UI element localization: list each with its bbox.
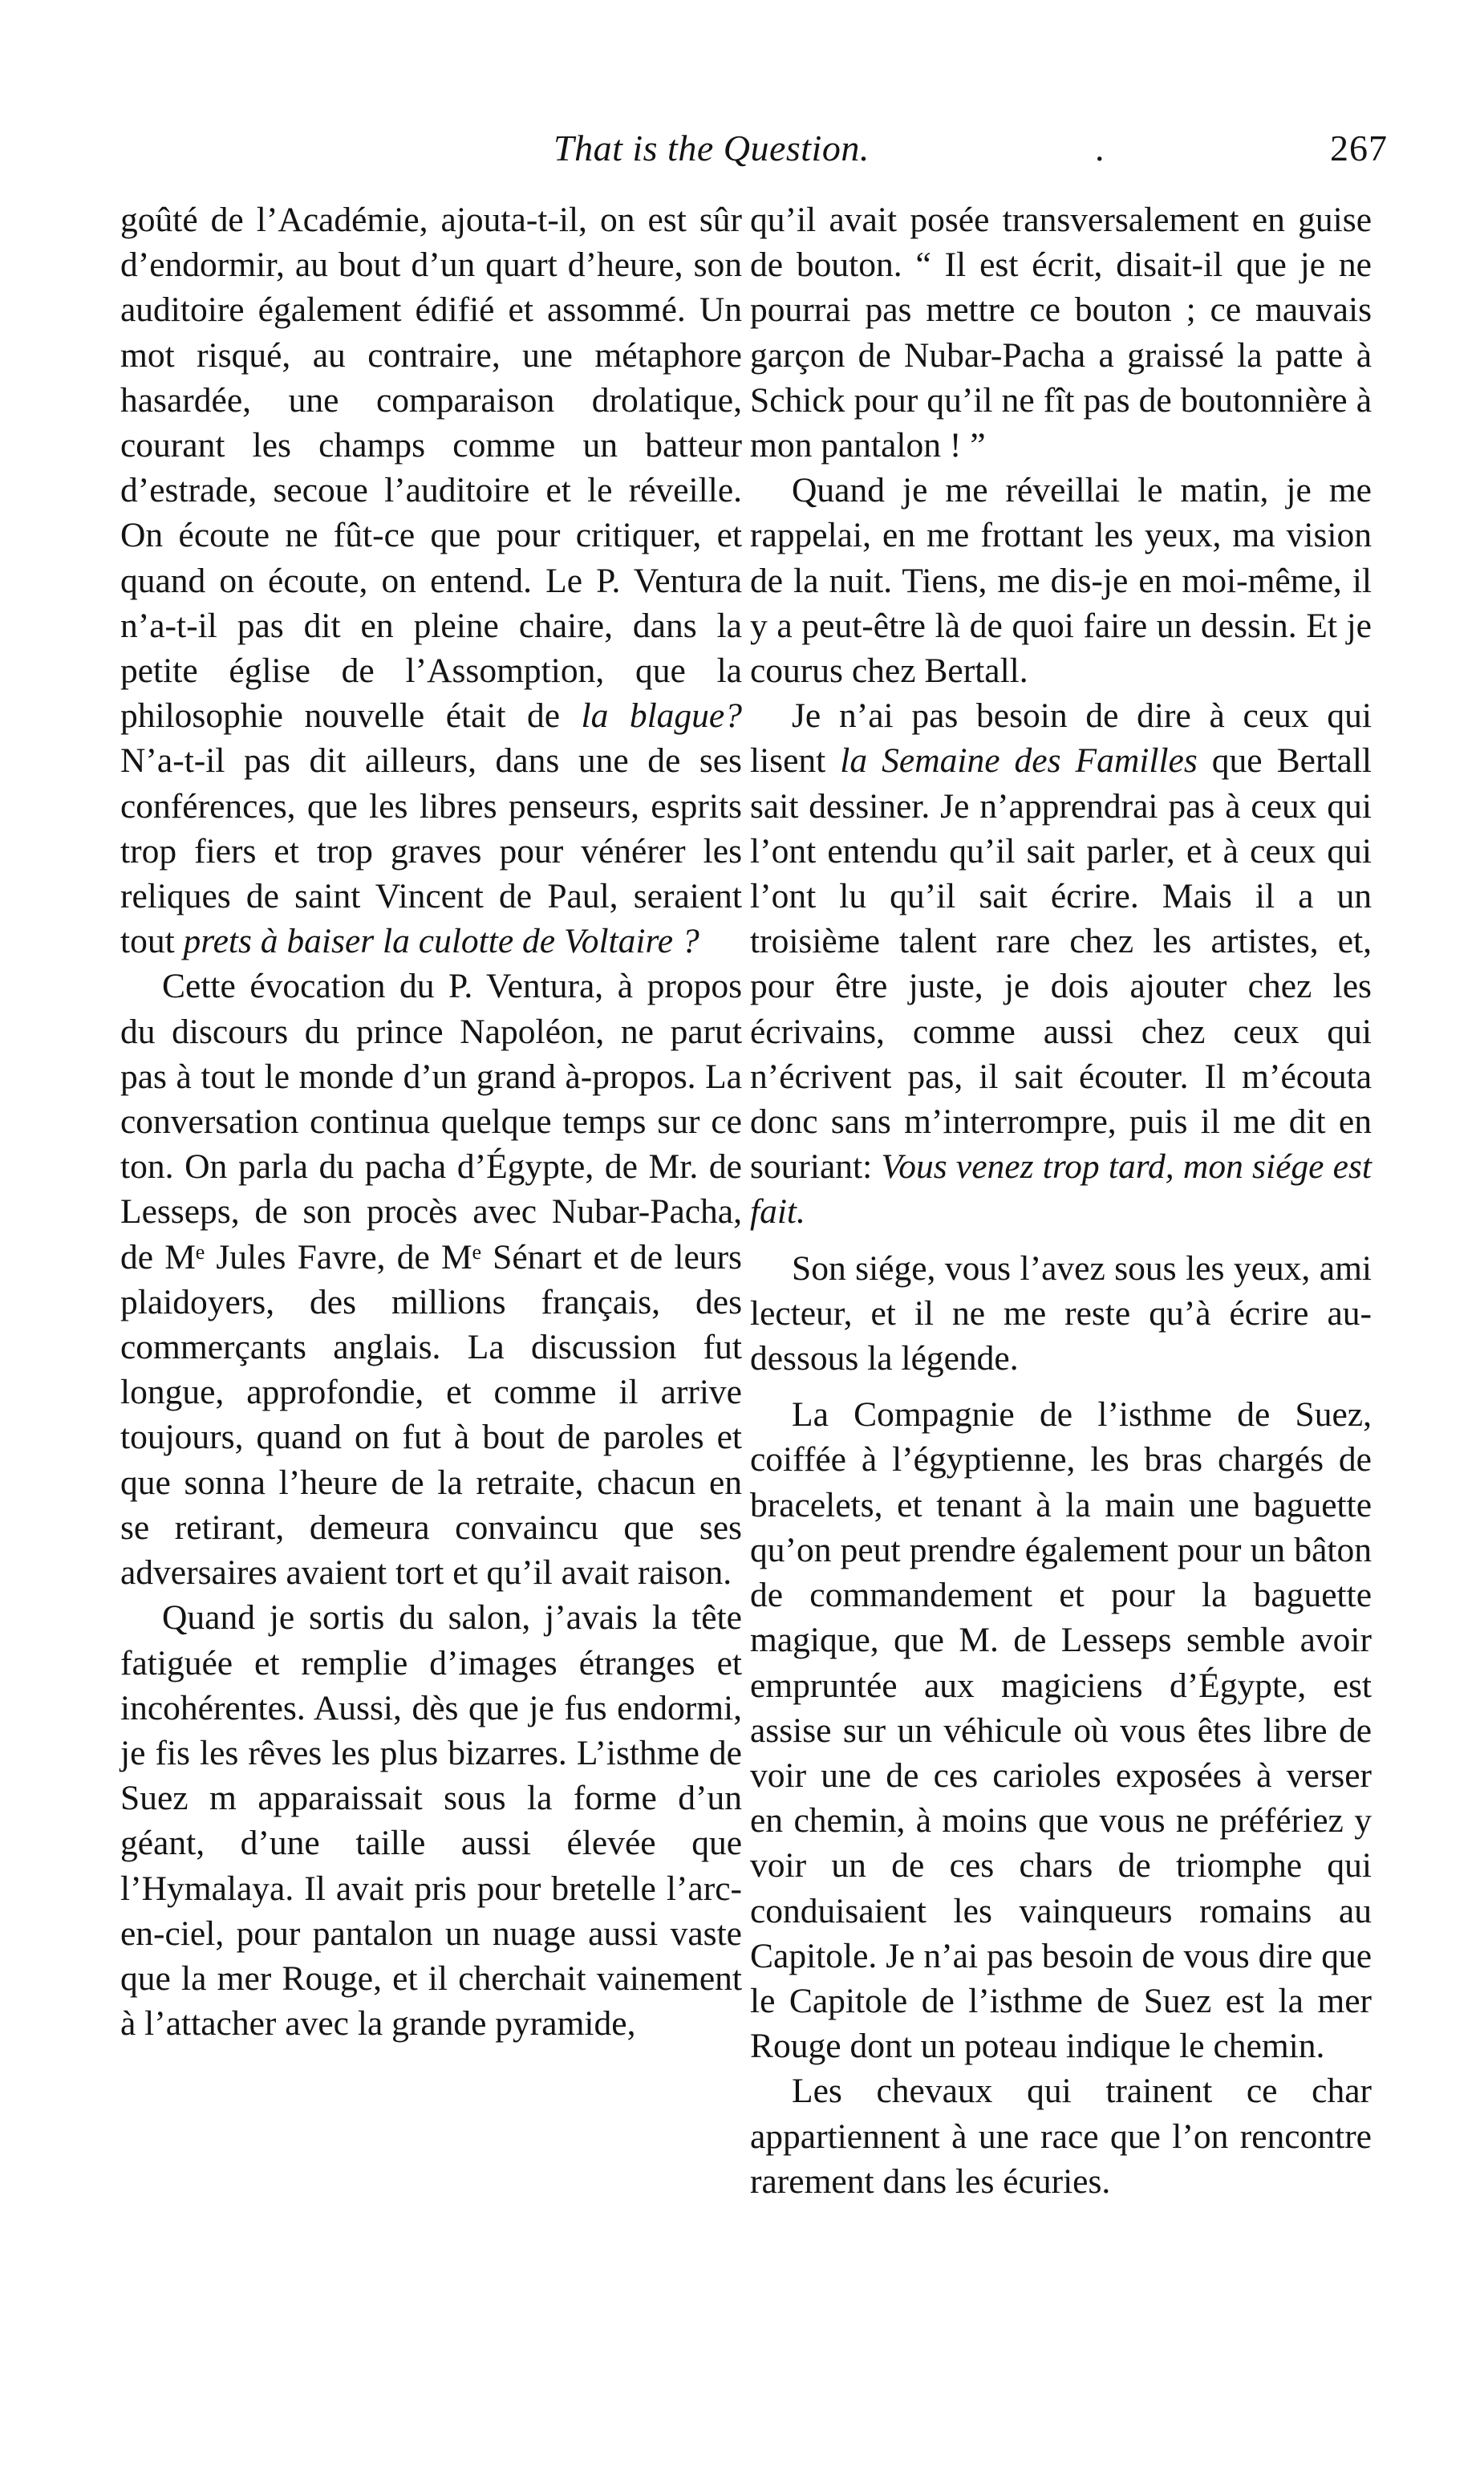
text-run: La Compagnie de l’isthme de Suez, coiffée à l’égyptienne, les bras chargés de bracelets, et tenant à la main une baguette qu’on peut prendre également pour un bâton de commandement et pour la baguette magique, que M. de Lesseps semble avoir empruntée aux magiciens d’Égypte, est assise sur un véhicule où vous êtes libre de voir une de ces carioles exposées à verser en chemin, à moins que vous ne préfériez y voir un de ces chars de triomphe qui conduisaient les vainqueurs romains au Capitole. Je n’ai pas besoin de vous dire que le Capitole de l’isthme de Suez est la mer Rouge dont un poteau indique le chemin. — [750, 1395, 1372, 2066]
paragraph — [120, 1595, 742, 2046]
italic-text: Vous venez trop tard, mon siége est fait. — [750, 1147, 1372, 1232]
text-run: Je n’ai pas besoin de dire à ceux qui lisent — [750, 696, 1372, 781]
text-run: N’a-t-il pas dit ailleurs, dans une de ses conférences, que les libres penseurs, esprits trop fiers et trop graves pour vénérer les reliques de saint Vincent de Paul, seraient tout — [120, 741, 742, 961]
text-run: Les chevaux qui trainent ce char appartiennent à une race que l’on rencontre rarement dans les écuries. — [750, 2072, 1372, 2201]
paragraph — [750, 1392, 1372, 2068]
paragraph — [120, 964, 742, 1595]
text-run: Quand je sortis du salon, j’avais la tête fatiguée et remplie d’images étranges et incohérentes. Aussi, dès que je fus endormi, je fis les rêves les plus bizarres. L’isthme de Suez m apparaissait sous la forme d’un géant, d’une taille aussi élevée que l’Hymalaya. Il avait pris pour bretelle l’arc-en-ciel, pour pantalon un nuage aussi vaste que la mer Rouge, et il cherchait vainement à l’attacher avec la grande pyramide, — [120, 1598, 742, 2044]
text-run: qu’il avait posée transversalement en guise de bouton. “ Il est écrit, disait-il que je ne pourrai pas mettre ce bouton ; ce mauvais garçon de Nubar-Pacha a graissé la patte à Schick pour qu’il ne fît pas de boutonnière à mon pantalon ! ” — [750, 201, 1372, 465]
text-run: que Bertall sait dessiner. Je n’apprendrai pas à ceux qui l’ont entendu qu’il sait parler, et à ceux qui l’ont lu qu’il sait écrire. Mais il a un troisième talent rare chez les artistes, et, pour être juste, je dois ajouter chez les écrivains, comme aussi chez ceux qui n’écrivent pas, il sait écouter. Il m’écouta donc sans m’interrompre, puis il me dit en souriant: — [750, 741, 1372, 1187]
running-head-separator: . — [1095, 128, 1105, 168]
paragraph — [750, 2068, 1372, 2204]
paragraph — [120, 197, 742, 964]
paragraph — [750, 1246, 1372, 1382]
page-number: 267 — [1330, 128, 1388, 168]
paragraph — [750, 468, 1372, 693]
paragraph — [750, 693, 1372, 1234]
running-title: That is the Question. — [553, 128, 870, 168]
italic-text: la blague? — [581, 696, 742, 736]
text-run: Son siége, vous l’avez sous les yeux, ami lecteur, et il ne me reste qu’à écrire au-dessous la légende. — [750, 1248, 1372, 1378]
paragraph — [750, 197, 1372, 468]
running-head — [553, 127, 1388, 175]
text-run: goûté de l’Académie, ajouta-t-il, on est sûr d’endormir, au bout d’un quart d’heure, son auditoire également édifié et assommé. Un mot risqué, au contraire, une métaphore hasardée, une comparaison drolatique, courant les champs comme un batteur d’estrade, secoue l’auditoire et le réveille. On écoute ne fût-ce que pour critiquer, et quand on écoute, on entend. Le P. Ventura n’a-t-il pas dit en pleine chaire, dans la petite église de l’Assomption, que la philosophie nouvelle était de — [120, 201, 742, 736]
italic-text: la Semaine des Familles — [840, 741, 1198, 781]
text-run: Quand je me réveillai le matin, je me rappelai, en me frottant les yeux, ma vision de la nuit. Tiens, me dis-je en moi-même, il y a peut-être là de quoi faire un dessin. Et je courus chez Bertall. — [750, 471, 1372, 691]
text-run: Cette évocation du P. Ventura, à propos du discours du prince Napoléon, ne parut pas à tout le monde d’un grand à-propos. La conversation continua quelque temps sur ce ton. On parla du pacha d’Égypte, de Mr. de Lesseps, de son procès avec Nubar-Pacha, de Mᵉ Jules Favre, de Mᵉ Sénart et de leurs plaidoyers, des millions français, des commerçants anglais. La discussion fut longue, approfondie, et comme il arrive toujours, quand on fut à bout de paroles et que sonna l’heure de la retraite, chacun en se retirant, demeura convaincu que ses adversaires avaient tort et qu’il avait raison. — [120, 967, 742, 1593]
italic-text: prets à baiser la culotte de Voltaire ? — [183, 922, 699, 961]
right-column — [750, 197, 1372, 2204]
left-column — [120, 197, 742, 2046]
